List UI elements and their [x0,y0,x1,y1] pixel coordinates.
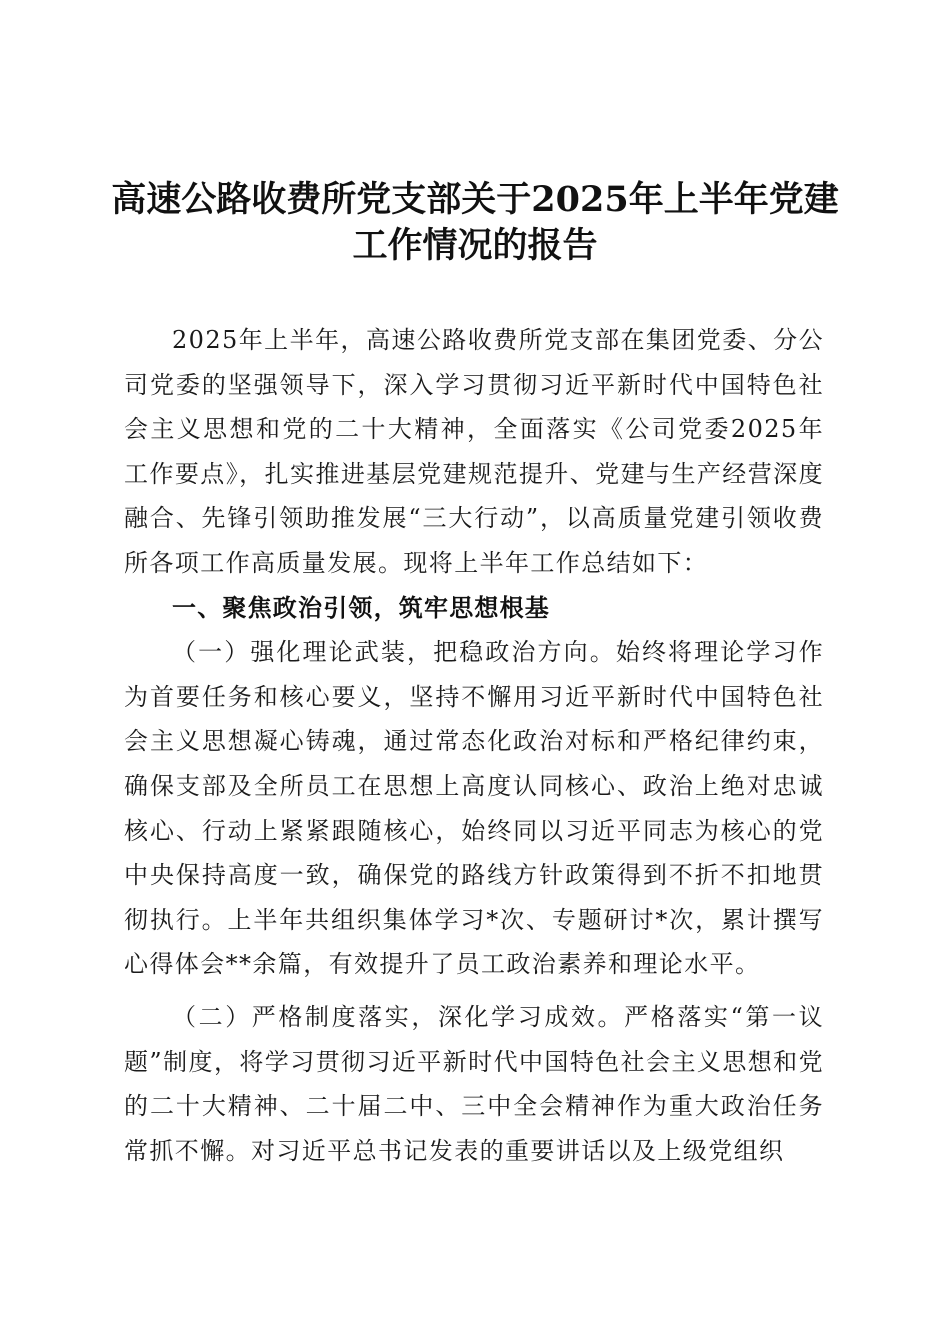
item-lead-2: （二）严格制度落实，深化学习成效。 [172,1002,625,1031]
item-text-2: 严格落实“第一议题”制度，将学习贯彻习近平新时代中国特色社会主义思想和党的二十大精神、二十届二中、三中全会精神作为重大政治任务常抓不懈。对习近平总书记发表的重要讲话以及上级党组织 [124,1002,824,1165]
item-text-1: 始终将理论学习作为首要任务和核心要义，坚持不懈用习近平新时代中国特色社会主义思想凝心铸魂，通过常态化政治对标和严格纪律约束，确保支部及全所员工在思想上高度认同核心、政治上绝对忠诚核心、行动上紧紧跟随核心，始终同以习近平同志为核心的党中央保持高度一致，确保党的路线方针政策得到不折不扣地贯彻执行。上半年共组织集体学习*次、专题研讨*次，累计撰写心得体会**余篇，有效提升了员工政治素养和理论水平。 [124,638,824,979]
item-paragraph-2 [124,995,824,1173]
intro-paragraph: 2025年上半年，高速公路收费所党支部在集团党委、分公司党委的坚强领导下，深入学习贯彻习近平新时代中国特色社会主义思想和党的二十大精神，全面落实《公司党委2025年工作要点》，扎实推进基层党建规范提升、党建与生产经营深度融合、先锋引领助推发展“三大行动”，以高质量党建引领收费所各项工作高质量发展。现将上半年工作总结如下： [124,326,824,577]
item-paragraph-1 [124,630,824,987]
document-body [124,318,824,1173]
paragraph-spacer [124,987,824,995]
item-lead-1: （一）强化理论武装，把稳政治方向。 [172,638,616,667]
document-title: 高速公路收费所党支部关于2025年上半年党建工作情况的报告 [111,179,839,266]
section-heading: 一、聚焦政治引领，筑牢思想根基 [172,593,550,622]
